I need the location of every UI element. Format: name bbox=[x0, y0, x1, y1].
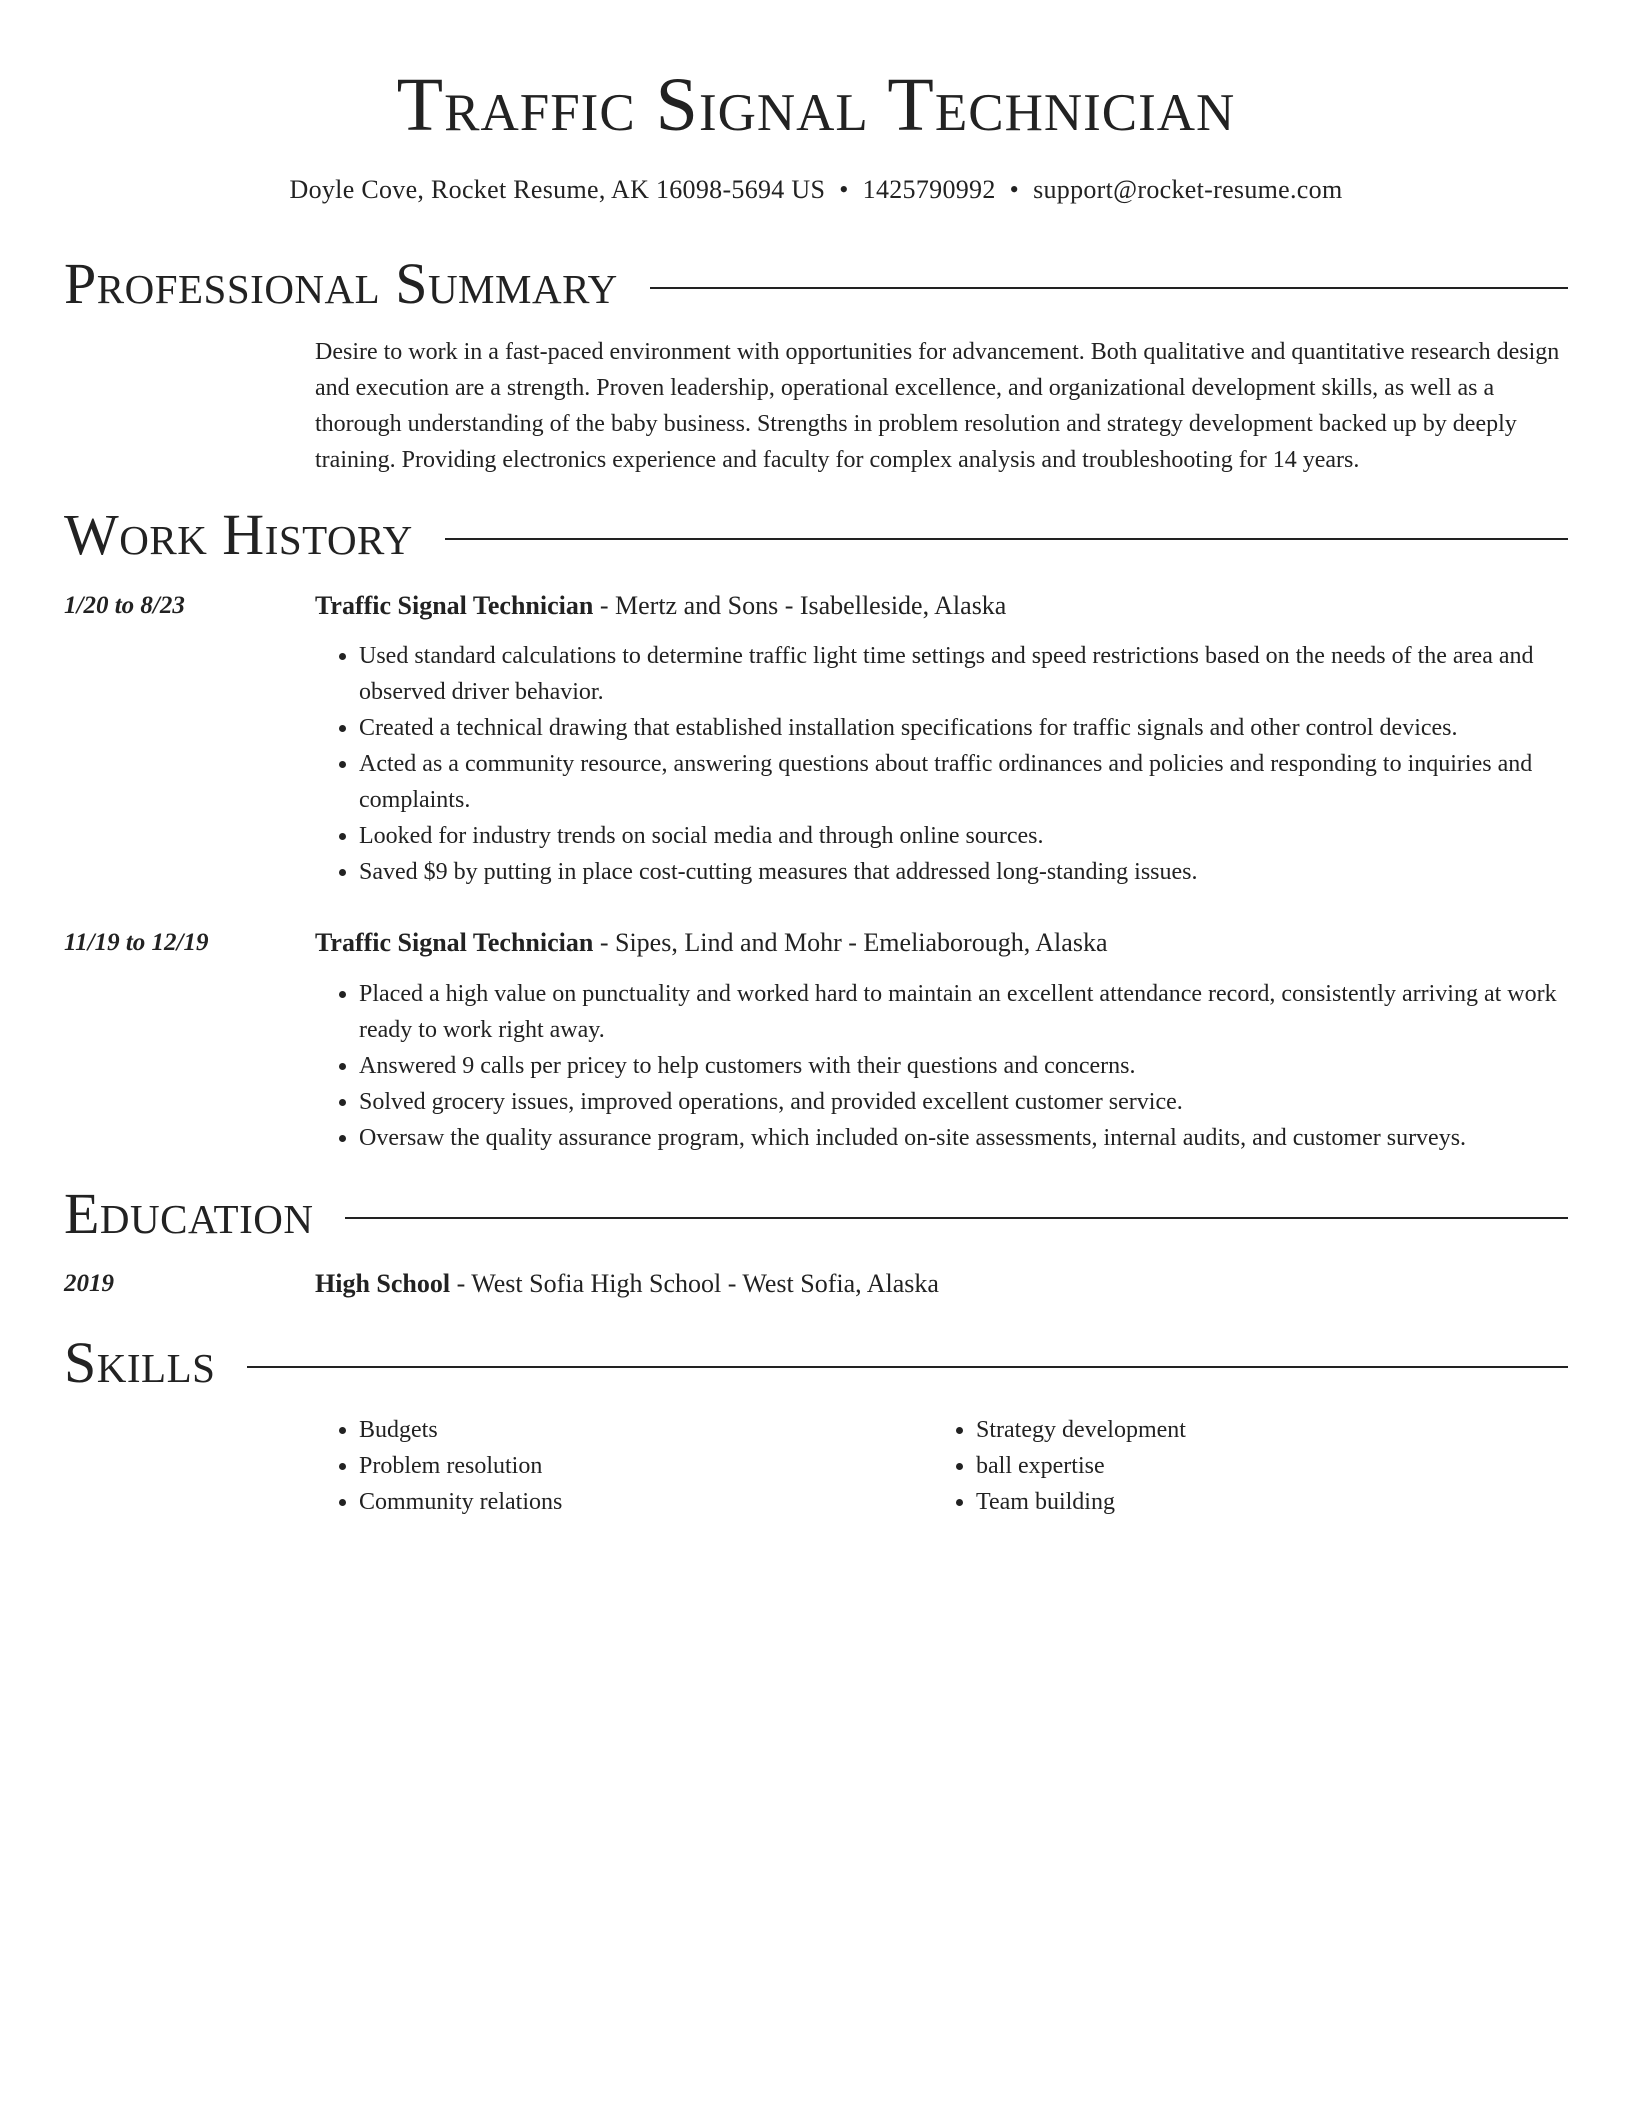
contact-separator: • bbox=[1009, 175, 1020, 204]
section-heading: Professional Summary bbox=[64, 251, 618, 316]
skill-item: • Strategy development bbox=[976, 1412, 1549, 1448]
summary-text: Desire to work in a fast-paced environment with opportunities for advancement. Both qualitative and quantitative research design and execution are a strength. Proven leadership, operational excellence, and organizational development skills, as well as a thorough understanding of the baby business. Strengths in problem resolution and strategy development backed up by deeply training. Providing electronics experience and faculty for complex analysis and troubleshooting for 14 years. bbox=[315, 339, 1560, 473]
education-degree: High School bbox=[315, 1269, 451, 1298]
job-title: Traffic Signal Technician bbox=[315, 928, 594, 957]
skills-list bbox=[315, 1412, 1568, 1520]
skills-column-left bbox=[315, 1412, 932, 1520]
list-item: • Placed a high value on punctuality and worked hard to maintain an excellent attendance record, consistently arriving at work ready to work right away. bbox=[359, 976, 1568, 1048]
job-heading bbox=[315, 588, 1568, 624]
contact-address: Doyle Cove, Rocket Resume, AK 16098-5694 US bbox=[289, 175, 826, 204]
section-heading: Skills bbox=[64, 1330, 216, 1395]
skills-column-right bbox=[932, 1412, 1549, 1520]
list-item: • Saved $9 by putting in place cost-cutting measures that addressed long-standing issues. bbox=[359, 854, 1568, 890]
skill-item: • Team building bbox=[976, 1484, 1549, 1520]
section-divider bbox=[345, 1217, 1568, 1219]
section-divider bbox=[247, 1366, 1568, 1368]
skill-item: • ball expertise bbox=[976, 1448, 1549, 1484]
section-summary-header bbox=[64, 249, 1568, 319]
job-title: Traffic Signal Technician bbox=[315, 591, 594, 620]
section-divider bbox=[445, 538, 1568, 540]
list-item: • Created a technical drawing that established installation specifications for traffic signals and other control devices. bbox=[359, 710, 1568, 746]
contact-email: support@rocket-resume.com bbox=[1033, 175, 1343, 204]
section-skills-header bbox=[64, 1328, 1568, 1398]
job-bullets bbox=[315, 976, 1568, 1156]
resume-title: Traffic Signal Technician bbox=[396, 63, 1236, 147]
skill-item: • Problem resolution bbox=[359, 1448, 932, 1484]
list-item: • Solved grocery issues, improved operations, and provided excellent customer service. bbox=[359, 1084, 1568, 1120]
job-details: - Sipes, Lind and Mohr - Emeliaborough, Alaska bbox=[593, 928, 1108, 957]
education-details: - West Sofia High School - West Sofia, Alaska bbox=[450, 1269, 939, 1298]
contact-phone: 1425790992 bbox=[862, 175, 996, 204]
job-details: - Mertz and Sons - Isabelleside, Alaska bbox=[593, 591, 1007, 620]
skill-item: • Community relations bbox=[359, 1484, 932, 1520]
section-education-header bbox=[64, 1179, 1568, 1249]
job-dates: 11/19 to 12/19 bbox=[64, 929, 209, 956]
education-heading bbox=[315, 1266, 1568, 1302]
list-item: • Acted as a community resource, answering questions about traffic ordinances and policies and responding to inquiries and complaints. bbox=[359, 746, 1568, 818]
job-bullets bbox=[315, 638, 1568, 890]
contact-line bbox=[64, 172, 1568, 208]
section-divider bbox=[650, 287, 1568, 289]
section-heading: Education bbox=[64, 1181, 314, 1246]
job-dates: 1/20 to 8/23 bbox=[64, 592, 185, 619]
list-item: • Answered 9 calls per pricey to help customers with their questions and concerns. bbox=[359, 1048, 1568, 1084]
education-date: 2019 bbox=[64, 1270, 114, 1297]
job-heading bbox=[315, 925, 1568, 961]
skill-item: • Budgets bbox=[359, 1412, 932, 1448]
list-item: • Oversaw the quality assurance program, which included on-site assessments, internal audits, and customer surveys. bbox=[359, 1120, 1568, 1156]
section-heading: Work History bbox=[64, 502, 413, 567]
list-item: • Looked for industry trends on social media and through online sources. bbox=[359, 818, 1568, 854]
section-work-header bbox=[64, 500, 1568, 570]
contact-separator: • bbox=[839, 175, 849, 204]
list-item: • Used standard calculations to determine traffic light time settings and speed restrictions based on the needs of the area and observed driver behavior. bbox=[359, 638, 1568, 710]
